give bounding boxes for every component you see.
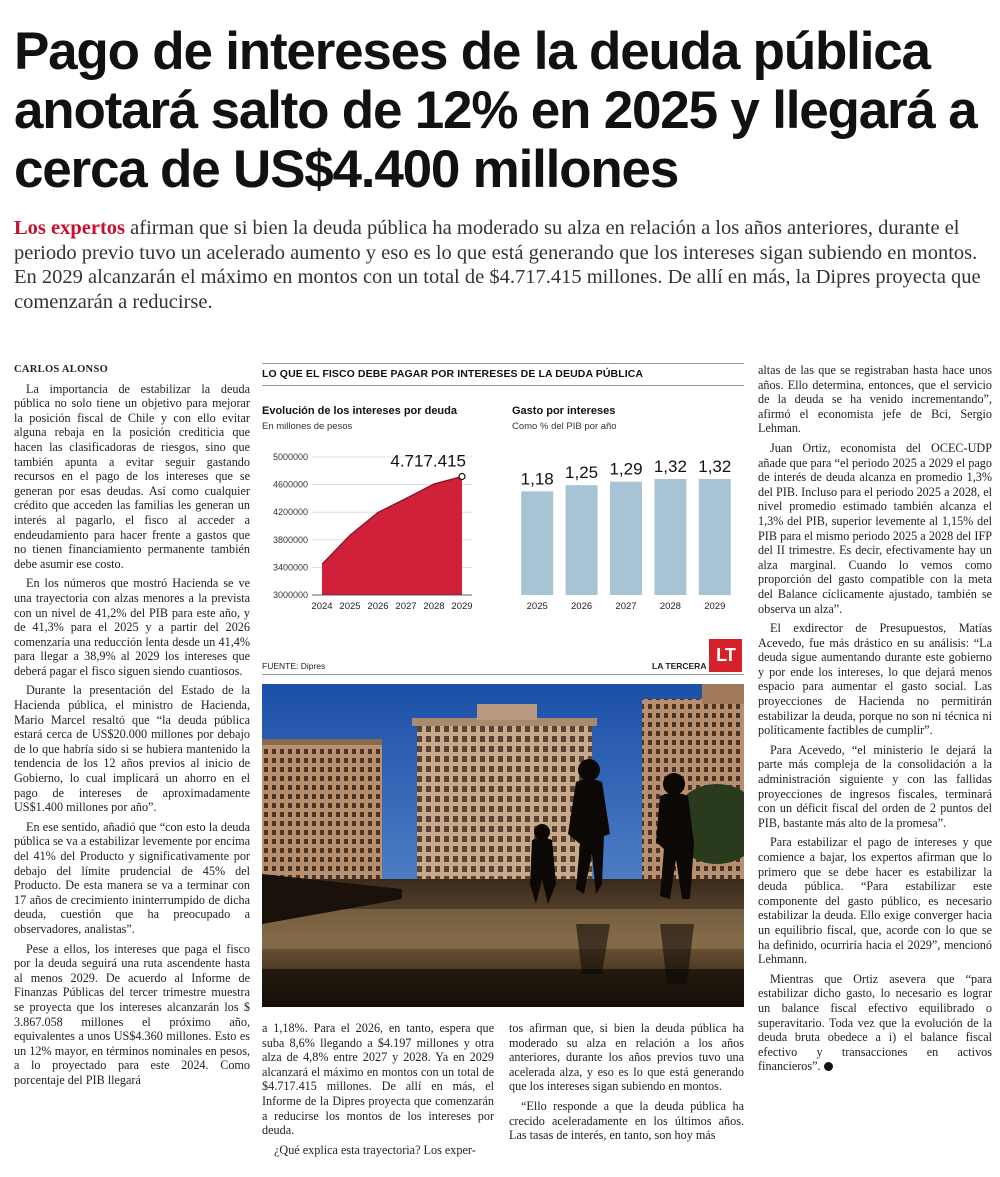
peak-annotation: 4.717.415: [390, 451, 466, 471]
article-column-4: [758, 363, 992, 1079]
y-tick-label: 3000000: [272, 590, 308, 600]
x-tick-label: 2026: [571, 601, 593, 612]
bar-chart: [507, 437, 742, 627]
body-paragraph: Durante la presentación del Estado de la Hacienda pública, el ministro de Hacienda, Mario Marcel resaltó que “la deuda pública estará cerca de US$20.000 millones por debajo de lo que habría sido si se hubiera mantenido la tendencia de los 12 años previos al inicio de Gobierno, lo cual implicará un ahorro en el pago de intereses de aproximadamente US$1.400 millones por año”.: [14, 683, 250, 815]
bar-chart-unit: Como % del PIB por año: [512, 421, 617, 432]
bar-value-label: 1,29: [609, 459, 643, 479]
body-paragraph: En ese sentido, añadió que “con esto la deuda pública se va a estabilizar levemente por encima del 41% del Producto y significativamente por debajo del límite prudencial de 45% del Producto. De esta manera se va a terminar con 17 años de crecimiento ininterrumpido de dicha deuda, cuestión que ha preocupado a observadores, analistas”.: [14, 819, 250, 936]
lead-highlight: Los expertos: [14, 217, 126, 239]
body-paragraph: La importancia de estabilizar la deuda pública no solo tiene un objetivo para mejorar la posición fiscal de Chile y con ello evitar alguna rebaja en la posición crediticia que hacen las clasificadoras de riesgos, sino que también apunta a evitar seguir gastando recursos en el pago de los intereses que se generan por esas deudas. Así como cualquier crédito que acceden las familias les generan un interés al pagarlo, el fisco al acceder a endeudamiento para hacer frente a gastos que no tienen financiamiento permanente también debe asumir ese costo.: [14, 381, 250, 571]
y-tick-label: 4600000: [272, 479, 308, 490]
graphic-title: LO QUE EL FISCO DEBE PAGAR POR INTERESES DE LA DEUDA PÚBLICA: [262, 368, 644, 380]
area-series: [322, 476, 462, 595]
bar-value-label: 1,18: [520, 469, 554, 489]
area-chart-unit: En millones de pesos: [262, 421, 353, 432]
x-tick-label: 2025: [526, 601, 548, 612]
body-paragraph: ¿Qué explica esta trayectoria? Los exper-: [274, 1142, 476, 1157]
bar: [699, 479, 731, 595]
article-photo: [262, 684, 744, 1007]
graphic-bottom-rule: [262, 674, 744, 675]
y-tick-label: 3400000: [272, 562, 308, 573]
bar-value-label: 1,32: [653, 457, 687, 476]
area-chart: [262, 437, 487, 627]
graphic-credit: LA TERCERA: [652, 661, 707, 671]
la-tercera-logo: LT: [709, 639, 742, 672]
body-paragraph: tos afirman que, si bien la deuda pública ha moderado su alza en relación a los años anteriores, durante los años previos tuvo una acelerada alza, y eso es lo que está generando que los intereses sigan subiendo en montos.: [509, 1021, 744, 1094]
bar-chart-title: Gasto por intereses: [512, 405, 616, 417]
y-tick-label: 3800000: [272, 534, 308, 545]
x-tick-label: 2026: [367, 601, 389, 612]
area-chart-title: Evolución de los intereses por deuda: [262, 405, 457, 417]
y-tick-label: 4200000: [272, 507, 308, 518]
end-of-article-icon: [824, 1062, 833, 1071]
x-tick-label: 2027: [395, 601, 417, 612]
bar: [610, 482, 642, 595]
bar: [521, 491, 553, 595]
x-tick-label: 2028: [659, 601, 681, 612]
y-tick-label: 5000000: [272, 452, 308, 462]
article-column-2: [262, 1021, 494, 1162]
bar-value-label: 1,32: [698, 457, 732, 476]
body-paragraph: altas de las que se registraban hasta hace unos años. Ello determina, entonces, que el servicio de la deuda se ha venido incrementando”, afirmó el economista jefe de Bci, Sergio Lehman.: [758, 363, 992, 436]
x-tick-label: 2027: [615, 601, 637, 612]
body-paragraph-text: Mientras que Ortiz asevera que “para estabilizar dicho gasto, lo necesario es lograr un balance fiscal efectivo equilibrado o superavitario. Toda vez que la evolución de la deuda bruta obedece a i) el balance fiscal efectivo y transacciones en activos financieros”.: [758, 971, 992, 1074]
headline: Pago de intereses de la deuda pública anotará salto de 12% en 2025 y llegará a cerca de US$4.400 millones: [14, 22, 977, 199]
x-tick-label: 2029: [704, 601, 726, 612]
x-tick-label: 2029: [451, 601, 473, 612]
body-paragraph: En los números que mostró Hacienda se ve una trayectoria con alzas menores a la prevista con un nivel de 41,2% del PIB para este año, y de 41,3% para el 2025 y a partir del 2026 comenzaría una reducción lenta desde un 41,4% para llegar a 38,9% al 2029 los intereses que deberá pagar el fisco siguen siendo cuantiosos.: [14, 576, 250, 678]
graphic-title-rule: [262, 385, 744, 386]
body-paragraph: [758, 972, 992, 1074]
x-tick-label: 2028: [423, 601, 445, 612]
graphic-source: FUENTE: Dipres: [262, 661, 326, 671]
body-paragraph: “Ello responde a que la deuda pública ha crecido aceleradamente en los últimos años. Las tasas de interés, en tanto, son hoy más: [509, 1098, 744, 1143]
bar-value-label: 1,25: [565, 463, 599, 483]
infographic: [262, 363, 744, 676]
bar: [654, 479, 686, 595]
x-tick-label: 2025: [339, 601, 361, 612]
body-paragraph: Para Acevedo, “el ministerio le dejará la parte más compleja de la consolidación a la administración siguiente y con las fallidas proyecciones de ingresos fiscales, terminará con un déficit fiscal del orden de 2 puntos del PIB, bastante más alto de la promesa”.: [758, 742, 992, 830]
article-column-3: [509, 1021, 744, 1148]
peak-point-marker: [459, 473, 465, 479]
article-column-1: [14, 363, 250, 1093]
body-paragraph: Juan Ortiz, economista del OCEC-UDP añade que para “el periodo 2025 a 2029 el pago de interés de deuda alcanza en promedio 1,3% del PIB. Incluso para el periodo 2025 a 2028, el nivel promedio estimado también alcanza el 1,3% del PIB, superior levemente al 1,15% del PIB para el mismo periodo 2025 a 2028 del IFP del II trimestre. Es decir, efectivamente hay un alza marginal. Cuando lo vemos como proporción del gasto compatible con la meta del Balance cíclicamente ajustado, también se observa un alza”.: [758, 440, 992, 616]
lead-paragraph: [14, 216, 992, 314]
body-paragraph: a 1,18%. Para el 2026, en tanto, espera que suba 8,6% llegando a $4.197 millones y otra alza de 4,8% entre 2027 y 2028. Ya en 2029 alcanzará el máximo en montos con un total de $4.717.415 millones. De allí en más, el Informe de la Dipres proyecta que comenzarán a reducirse los montos de los intereses por deuda.: [262, 1021, 494, 1138]
body-paragraph: Pese a ellos, los intereses que paga el fisco por la deuda seguirá una ruta ascendente hasta al menos 2029. De acuerdo al Informe de Finanzas Públicas del tercer trimestre muestra se proyecta que los intereses alcanzarán los $ 3.867.058 millones el próximo año, equivalentes a unos US$4.360 millones. Esto es un 12% mayor, en términos nominales en pesos, a lo proyectado para este 2024. Como porcentaje del PIB llegará: [14, 941, 250, 1087]
x-tick-label: 2024: [311, 601, 333, 612]
lead-text: afirman que si bien la deuda pública ha moderado su alza en relación a los años anteriores, durante el periodo previo tuvo un acelerado aumento y eso es lo que está generando que los intereses sigan subiendo en montos. En 2029 alcanzarán el máximo en montos con un total de $4.717.415 millones. De allí en más, la Dipres proyecta que comenzarán a reducirse.: [14, 217, 981, 313]
photo-illustration: [262, 684, 744, 1007]
graphic-top-rule: [262, 363, 744, 364]
byline: CARLOS ALONSO: [14, 364, 109, 375]
body-paragraph: Para estabilizar el pago de intereses y que comience a bajar, los expertos afirman que lo primero que se debe hacer es estabilizar la deuda pública. “Para estabilizar este componente del gasto público, es necesario estabilizar la deuda. Ello exige converger hacia un equilibrio fiscal, que, acorde con lo que se ha definido, ocurriría hacia el 2029”, mencionó Lehmann.: [758, 835, 992, 967]
bar: [566, 485, 598, 595]
body-paragraph: El exdirector de Presupuestos, Matías Acevedo, fue más drástico en su análisis: “La deuda sigue aumentando durante este gobierno y por ende los intereses, lo que dejará menos espacio para aumentar el gasto social. Las proyecciones de Hacienda no permitirán estabilizar la deuda, porque no son ni técnica ni políticamente factibles de cumplir”.: [758, 621, 992, 738]
